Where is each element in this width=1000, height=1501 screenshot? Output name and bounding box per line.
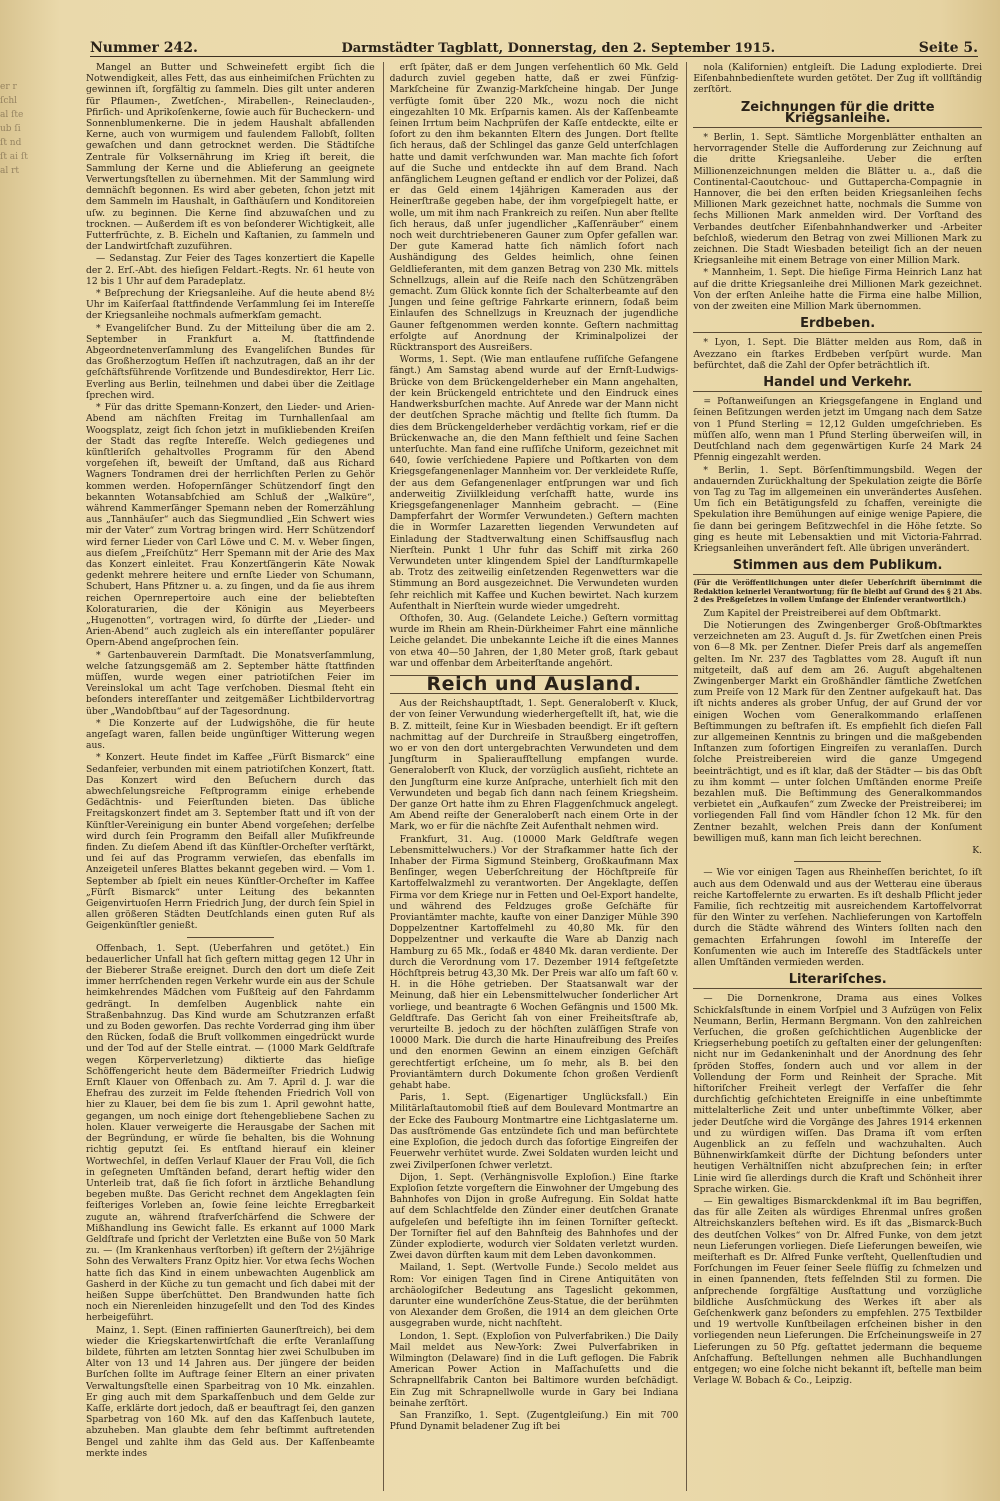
- disclaimer: (Für die Veröffentlichungen unter dieſer Ueberſchrift übernimmt die Redaktion keinerlei Verantwortung; für ſie bleibt auf Grund des § 21 Abs. 2 des Preßgeſetzes in vollem Umfange der Einſender verantwortlich.): [693, 578, 983, 605]
- paragraph: London, 1. Sept. (Exploſion von Pulverfabriken.) Die Daily Mail meldet aus New-York: Zwei Pulverfabriken in Wilmington (Delaware) ſind in die Luft geflogen. Die Fabrik American Power Action in Maſſachuſetts und die Schrapnellfabrik Canton bei Baltimore wurden beſchädigt. Ein Zug mit Schrapnellwolle wurde in Gary bei Indiana beinahe zerſtört.: [389, 1330, 679, 1409]
- section-heading-reich: Reich und Ausland.: [390, 675, 679, 694]
- paragraph: Mailand, 1. Sept. (Wertvolle Funde.) Secolo meldet aus Rom: Vor einigen Tagen ſind in Cirene Antiquitäten von archäologiſcher Bedeutung ans Tageslicht gekommen, darunter eine wunderſchöne Zeus-Statue, die der berühmten von Alexander dem Großen, die 1914 an dem gleichen Orte ausgegraben wurde, nicht nachſteht.: [389, 1262, 679, 1330]
- paragraph: San Franziſko, 1. Sept. (Zugentgleiſung.) Ein mit 700 Pfund Dynamit beladener Zug iſt bei: [389, 1409, 679, 1433]
- column-3: [686, 62, 982, 1491]
- column-1: [86, 62, 375, 1491]
- adjacent-page-margin: er r ſchl al ſte ub ſi ſt nd ſt ai ſt al rt: [0, 82, 28, 176]
- paragraph: * Lyon, 1. Sept. Die Blätter melden aus Rom, daß in Avezzano ein ſtarkes Erdbeben verſpürt wurde. Man befürchtet, daß die Zahl der Opfer beträchtlich iſt.: [693, 337, 983, 371]
- paragraph: Dijon, 1. Sept. (Verhängnisvolle Exploſion.) Eine ſtarke Exploſion ſetzte vorgeſtern die Einwohner der Umgebung des Bahnhofes von Dijon in große Aufregung. Ein Soldat hatte auf dem Schlachtfelde den Zünder einer deutſchen Granate aufgeleſen und befeſtigte ihn im ſeinen Torniſter geſteckt. Der Torniſter fiel auf den Bahnſteig des Bahnhofes und der Zünder explodierte, wodurch vier Soldaten verletzt wurden. Zwei davon dürften kaum mit dem Leben davonkommen.: [389, 1171, 679, 1262]
- paragraph: Aus der Reichshauptſtadt, 1. Sept. Generaloberſt v. Kluck, der von ſeiner Verwundung wiederhergeſtellt iſt, hat, wie die B. Z. mitteilt, ſeine Kur in Wiesbaden beendigt. Er iſt geſtern nachmittag auf der Durchreiſe in Straußberg eingetroffen, wo er von den dort untergebrachten Verwundeten und dem Jungſturm in Spalieraufſtellung empfangen wurde. Generaloberſt von Kluck, der vorzüglich ausſieht, richtete an den Jungſturm eine kurze Anſprache, unterhielt ſich mit den Verwundeten und begab ſich dann nach ſeinem Kriegsheim. Der ganze Ort hatte ihm zu Ehren Flaggenſchmuck angelegt. Am Abend reiſte der Generaloberſt nach einem Orte in der Mark, wo er für die nächſte Zeit Aufenthalt nehmen wird.: [389, 698, 679, 833]
- paragraph: * Mannheim, 1. Sept. Die hieſige Firma Heinrich Lanz hat auf die dritte Kriegsanleihe drei Millionen Mark gezeichnet. Von der erſten Anleihe hatte die Firma eine halbe Million, von der zweiten eine Million Mark übernommen.: [693, 267, 983, 313]
- issue-number: Nummer 242.: [90, 40, 198, 56]
- column-2: [383, 62, 679, 1491]
- paragraph: * Die Konzerte auf der Ludwigshöhe, die für heute angeſagt waren, fallen beide ungünſtiger Witterung wegen aus.: [86, 717, 375, 752]
- paragraph: erſt ſpäter, daß er dem Jungen verſehentlich 60 Mk. Geld dadurch zuviel gegeben hatte, daß er zwei Fünfzig-Markſcheine für Zwanzig-Markſcheine hingab. Der Junge verfügte ſomit über 220 Mk., wozu noch die nicht eingezahlten 10 Mk. Erſparnis kamen. Als der Kaſſenbeamte ſeinen Irrtum beim Nachprüfen der Kaſſe entdeckte, eilte er ſofort zu den ihm bekannten Eltern des Jungen. Dort ſtellte ſich heraus, daß der Schlingel das ganze Geld unterſchlagen hatte und damit verſchwunden war. Man machte ſich ſofort auf die Suche und entdeckte ihn auf dem Brand. Nach anfänglichem Leugnen geſtand er endlich vor der Polizei, daß er das Geld einem 14jährigen Kameraden aus der Heinerſtraße gegeben habe, der ihm vorgeſpiegelt hatte, er wolle, um mit ihm nach Frankreich zu reiſen. Nun aber ſtellte ſich heraus, daß unſer jugendlicher „Kaſſenräuber“ einem noch weit durchtriebeneren Gauner zum Opfer gefallen war. Der gute Kamerad hatte ſich nämlich ſofort nach Aushändigung des Geldes heimlich, ohne ſeinen Geldlieferanten, mit dem ganzen Betrag von 230 Mk. mittels Schnellzugs, allein auf die Reiſe nach den Schützengräben gemacht. Zum Glück konnte ſich der Schalterbeamte auf den Jungen und ſeine geſtrige Fahrkarte erinnern, ſodaß beim Einlaufen des Schnellzugs in Kreuznach der jugendliche Gauner feſtgenommen werden konnte. Geſtern nachmittag erfolgte auf Anordnung der Kriminalpolizei der Rücktransport des Ausreißers.: [389, 62, 679, 354]
- paragraph: Oſthofen, 30. Aug. (Gelandete Leiche.) Geſtern vormittag wurde im Rhein am Rhein-Dürkheimer Fahrt eine männliche Leiche gelandet. Die unbekannte Leiche iſt die eines Mannes von etwa 40—50 Jahren, der 1,80 Meter groß, ſtark gebaut war und offenbar dem Arbeiterſtande angehört.: [389, 612, 679, 669]
- paragraph: nola (Kalifornien) entgleiſt. Die Ladung explodierte. Drei Eiſenbahnbedienſtete wurden getötet. Der Zug iſt vollſtändig zerſtört.: [693, 62, 983, 96]
- section-heading-zeichnungen: Zeichnungen für die dritte Kriegsanleihe.: [693, 102, 982, 128]
- paragraph: — Wie vor einigen Tagen aus Rheinheſſen berichtet, ſo iſt auch aus dem Odenwald und aus der Wetterau eine überaus reiche Kartoffelernte zu erwarten. Es iſt deshalb Pflicht jeder Familie, ſich rechtzeitig mit ausreichendem Kartoffelvorrat für den Winter zu verſehen. Nachlieferungen von Kartoffeln durch die Städte während des Winters ſollten nach den gemachten Erfahrungen ſowohl im Intereſſe der Konſumenten wie auch im Intereſſe des Stadtſäckels unter allen Umſtänden vermieden werden.: [693, 867, 983, 968]
- paragraph: * Für das dritte Spemann-Konzert, den Lieder- und Arien-Abend am nächſten Freitag im Turnhallenſaal am Woogsplatz, zeigt ſich ſchon jetzt in muſikliebenden Kreiſen der Stadt das regſte Intereſſe. Welch gediegenes und künſtleriſch gehaltvolles Programm für den Abend vorgeſehen iſt, beweiſt der Umſtand, daß aus Richard Wagners Tondramen drei der herrlichſten Perlen zu Gehör kommen werden. Hofopernſänger Schützendorf ſingt den bekannten Wotansabſchied am Schluß der „Walküre“, während Kammerſänger Spemann neben der Romerzählung aus „Tannhäuſer“ auch das Siegmundlied „Ein Schwert wies mir der Vater“ zum Vortrag bringen wird. Herr Schützendorf wird ferner Lieder von Carl Löwe und C. M. v. Weber ſingen, aus dieſem „Freiſchütz“ Herr Spemann mit der Arie des Max das Konzert einleitet. Frau Konzertſängerin Käte Nowak gedenkt mehrere heitere und ernſte Lieder von Schumann, Schubert, Hans Pfitzner u. a. zu ſingen, und da ſie aus ihrem reichen Opernrepertoire auch eine der beliebteſten Koloraturarien, die der Königin aus Meyerbeers „Hugenotten“, vortragen wird, ſo dürfte der „Lieder- und Arien-Abend“ auch zugleich als ein intereſſanter populärer Opern-Abend angeſprochen ſein.: [86, 402, 375, 649]
- section-heading-handel: Handel und Verkehr.: [693, 377, 982, 392]
- section-heading-erdbeben: Erdbeben.: [693, 318, 982, 333]
- paragraph: Frankfurt, 31. Aug. (10000 Mark Geldſtrafe wegen Lebensmittelwuchers.) Vor der Strafkammer hatte ſich der Inhaber der Firma Sigmund Steinberg, Großkaufmann Max Benſinger, wegen Ueberſchreitung der Höchſtpreiſe für Kartoffelwalzmehl zu verantworten. Der Angeklagte, deſſen Firma vor dem Kriege nur in Fetten und Oel-Export handelte, und während des Feldzuges große Geſchäfte für Proviantämter machte, kaufte von einer Danziger Mühle 390 Doppelzentner Kartoffelmehl zu 40,80 Mk. für den Doppelzentner und verkaufte die Ware ab Danzig nach Hamburg zu 65 Mk., ſodaß er 4840 Mk. daran verdiente. Der durch die Verordnung vom 17. Dezember 1914 feſtgeſetzte Höchſtpreis betrug 43,30 Mk. Der Preis war alſo um faſt 60 v. H. in die Höhe getrieben. Der Staatsanwalt war der Meinung, daß hier ein Lebensmittelwucher ſonderlicher Art vorliege, und beantragte 6 Wochen Gefängnis und 1500 Mk. Geldſtrafe. Das Gericht ſah von einer Freiheitsſtrafe ab, verurteilte B. jedoch zu der höchſten zuläſſigen Strafe von 10000 Mark. Die durch die harte Hinaufreibung des Preiſes und den enormen Gewinn an einem einzigen Geſchäft gerechtfertigt erſcheine, um ſo mehr, als B. bei den Proviantämtern durch Dokumente ſchon großen Verdienſt gehabt habe.: [389, 833, 679, 1092]
- paragraph: — Die Dornenkrone, Drama aus eines Volkes Schickſalsſtunde in einem Vorſpiel und 3 Aufzügen von Felix Neumann, Berlin, Hermann Bergmann. Von den zahlreichen Verſuchen, die großen geſchichtlichen Augenblicke der Kriegserhebung poetiſch zu geſtalten einer der gelungenſten: nicht nur im Gedankeninhalt und der Anordnung des ſehr ſpröden Stoffes, ſondern auch und vor allem in der Vollendung der Form und Reinheit der Sprache. Mit hiſtoriſcher Freiheit verlegt der Verfaſſer die ſehr durchſichtig geſchichteten Ereigniſſe in eine unbeſtimmte mittelalterliche Zeit und unter unbeſtimmte Völker, aber jeder Deutſche wird die Vorgänge des Jahres 1914 erkennen und zu würdigen wiſſen. Das Drama iſt vom erſten Augenblick an zu feſſeln und wachzuhalten. Auch Bühnenwirkſamkeit dürfte der Dichtung beſonders unter heutigen Verhältniſſen nicht abzuſprechen ſein; in erſter Linie wird ſie allerdings durch die Kraft und Schönheit ihrer Sprache wirken. Gie.: [693, 993, 983, 1195]
- paragraph: * Beſprechung der Kriegsanleihe. Auf die heute abend 8½ Uhr im Kaiſerſaal ſtattfindende Verſammlung ſei im Intereſſe der Kriegsanleihe nochmals aufmerkſam gemacht.: [86, 288, 375, 322]
- paragraph: = Poſtanweiſungen an Kriegsgefangene in England und ſeinen Beſitzungen werden jetzt im Umgang nach dem Satze von 1 Pfund Sterling = 12,12 Gulden umgeſchrieben. Es müſſen alſo, wenn man 1 Pfund Sterling überweiſen will, in Deutſchland nach dem gegenwärtigen Kurſe 24 Mark 24 Pfennig eingezahlt werden.: [693, 396, 983, 464]
- section-heading-stimmen: Stimmen aus dem Publikum.: [693, 560, 982, 575]
- columns: [86, 62, 982, 1491]
- paragraph: Offenbach, 1. Sept. (Ueberfahren und getötet.) Ein bedauerlicher Unfall hat ſich geſtern mittag gegen 12 Uhr in der Bieberer Straße ereignet. Durch den dort um dieſe Zeit immer herrſchenden regen Verkehr wurde ein aus der Schule heimkehrendes Mädchen vom Fußſteig auf den Fahrdamm gedrängt. In demſelben Augenblick nahte ein Straßenbahnzug. Das Kind wurde am Schutzranzen erfaßt und zu Boden geworfen. Das rechte Vorderrad ging ihm über den Rücken, ſodaß die Bruſt vollkommen eingedrückt wurde und der Tod auf der Stelle eintrat. — (1000 Mark Geldſtrafe wegen Körperverletzung) diktierte das hieſige Schöffengericht heute dem Bädermeiſter Friedrich Ludwig Ernſt Klauer von Offenbach zu. Am 7. April d. J. war die Ehefrau des zurzeit im Felde ſtehenden Friedrich Voll von hier zu Klauer, bei dem ſie bis zum 1. April gewohnt hatte, gegangen, um noch einige dort ſtehengebliebene Sachen zu holen. Klauer verweigerte die Herausgabe der Sachen mit der Begründung, er würde ſie behalten, bis die Wohnung richtig geputzt ſei. Es entſtand hierauf ein kleiner Wortwechſel, in deſſen Verlauf Klauer der Frau Voll, die ſich in geſegneten Umſtänden befand, derart heftig wider den Unterleib trat, daß ſie ſich ſofort in ärztliche Behandlung begeben mußte. Das Gericht rechnet dem Angeklagten ſein feiſteriges Vorleben an, ſowie ſeine leichte Erregbarkeit zugute an, während ſtrafverſchärfend die Schwere der Mißhandlung ins Gewicht falle. Es erkannt auf 1000 Mark Geldſtrafe und ſpricht der Verletzten eine Buße von 50 Mark zu. — (Im Krankenhaus verſtorben) iſt geſtern der 2½jährige Sohn des Verwalters Franz Opitz hier. Vor etwa ſechs Wochen hatte ſich das Kind in einem unbewachten Augenblick am Gasherd in der Küche zu tun gemacht und ſich dabei mit der heißen Suppe überſchüttet. Den Brandwunden hatte ſich noch ein Nierenleiden hinzugeſellt und den Tod des Kindes herbeigeführt.: [86, 942, 375, 1324]
- signature: K.: [972, 845, 983, 857]
- paragraph: Mainz, 1. Sept. (Einen raffinierten Gaunerſtreich), bei dem wieder die Kriegskartenwirtſchaft die erſte Veranlaſſung bildete, führten am letzten Sonntag hier zwei Schulbuben im Alter von 13 und 14 Jahren aus. Der jüngere der beiden Burſchen ſollte im Auftrage ſeiner Eltern an einer privaten Verwaltungsſtelle einen Sparbeitrag von 10 Mk. einzahlen. Er ging auch mit dem Sparkaſſenbuch und dem Gelde zur Kaſſe, erklärte dort jedoch, daß er beauftragt ſei, den ganzen Sparbetrag von 160 Mk. auf den das Kaſſenbuch lautete, abzuheben. Man glaubte dem ſehr beſtimmt auftretenden Bengel und zahlte ihm das Geld aus. Der Kaſſenbeamte merkte indes: [86, 1324, 375, 1459]
- section-heading-literarisches: Literariſches.: [693, 974, 982, 989]
- article-title: Zum Kapitel der Preistreiberei auf dem Obſtmarkt.: [703, 607, 942, 619]
- section-divider: [187, 937, 274, 938]
- paragraph: Worms, 1. Sept. (Wie man entlaufene ruſſiſche Gefangene fängt.) Am Samstag abend wurde auf der Ernſt-Ludwigs-Brücke von dem Brückengelderheber ein Mann angehalten, der kein Brückengeld entrichtete und den Eindruck eines Handwerksburſchen machte. Auf Anrede war der Mann nicht der deutſchen Sprache mächtig und ſtellte ſich ſtumm. Da dies dem Brückengelderheber verdächtig vorkam, rief er die Brückenwache an, die den Mann feſthielt und ſeine Sachen unterſuchte. Man fand eine ruſſiſche Uniform, gezeichnet mit 640, ſowie verſchiedene Papiere und Poſtkarten von dem Kriegsgefangenenlager Mannheim vor. Der verkleidete Ruſſe, der aus dem Gefangenenlager entſprungen war und ſich anderweitig Ziviilkleidung verſchafft hatte, wurde ins Kriegsgefangenenlager Mannheim gebracht. — (Eine Dampferfahrt der Wormſer Verwundeten.) Geſtern machten die in Wormſer Lazaretten liegenden Verwundeten auf Einladung der Stadtverwaltung einen Schiffsausflug nach Nierſtein. Punkt 1 Uhr fuhr das Schiff mit zirka 260 Verwundeten unter klingendem Spiel der Landſturmkapelle ab. Trotz des zeitweilig einſetzenden Regenwetters war die Stimmung an Bord ausgezeichnet. Die Verwundeten wurden ſehr reichlich mit Kaffee und Kuchen bewirtet. Nach kurzem Aufenthalt in Nierſtein wurde wieder umgedreht.: [389, 354, 679, 612]
- paragraph: — Ein gewaltiges Bismarckdenkmal iſt im Bau begriffen, das für alle Zeiten als würdiges Ehrenmal unſres großen Altreichskanzlers beſtehen wird. Es iſt das „Bismarck-Buch des deutſchen Volkes“ von Dr. Alfred Funke, von dem jetzt neun Lieferungen vorliegen. Dieſe Lieferungen beweiſen, wie meiſterhaft es Dr. Alfred Funke verſteht, Quellenſtudien und Forſchungen im Feuer ſeiner Seele flüſſig zu ſchmelzen und in einen ſpannenden, ſtets feſſelnden Stil zu formen. Die anſprechende ſorgfältige Ausſtattung und vorzügliche bildliche Ausſchmückung des Werkes iſt aber als Geſchenkwerk ganz beſonders zu empfehlen. 275 Textbilder und 19 wertvolle Kunſtbeilagen erſcheinen bisher in den vorliegenden neun Lieferungen. Die Erſcheinungsweiſe in 27 Lieferungen zu 50 Pfg. geſtattet jedermann die bequeme Anſchaffung. Beſtellungen nehmen alle Buchhandlungen entgegen; wo eine ſolche nicht bekannt iſt, beſtelle man beim Verlage W. Bobach & Co., Leipzig.: [693, 1195, 983, 1387]
- paragraph: * Gartenbauverein Darmſtadt. Die Monatsverſammlung, welche ſatzungsgemäß am 2. September hätte ſtattfinden müſſen, wurde wegen einer patriotiſchen Feier im Vereinslokal um acht Tage verſchoben. Diesmal ſteht ein beſonders intereſſanter und zeitgemäßer Lichtbildervortrag über „Wandobſtbau“ auf der Tagesordnung.: [86, 649, 375, 717]
- paragraph: * Berlin, 1. Sept. Börſenſtimmungsbild. Wegen der andauernden Zurückhaltung der Spekulation zeigte die Börſe von Tag zu Tag im allgemeinen ein unverändertes Ausſehen. Um ſich ein Betätigungsfeld zu ſchaffen, vereinigte die Spekulation ihre Bemühungen auf einige wenige Papiere, die ſie dann bei geringem Beſitzwechſel in die Höhe ſetzte. So ging es heute mit Lebensaktien und mit Victoria-Fahrrad. Kriegsanleihen unverändert feſt. Alle übrigen unverändert.: [693, 464, 983, 554]
- paragraph: * Berlin, 1. Sept. Sämtliche Morgenblätter enthalten an hervorragender Stelle die Aufforderung zur Zeichnung auf die dritte Kriegsanleihe. Ueber die erſten Millionenzeichnungen melden die Blätter u. a., daß die Continental-Caoutchouc- und Guttapercha-Compagnie in Hannover, die bei den erſten beiden Kriegsanleihen ſechs Millionen Mark gezeichnet hatte, nochmals die Summe von ſechs Millionen Mark anmelden wird. Der Vorſtand des Verbandes deutſcher Eiſenbahnhandwerker und -Arbeiter beſchloß, wiederum den Betrag von zwei Millionen Mark zu zeichnen. Die Stadt Wiesbaden beteiligt ſich an der neuen Kriegsanleihe mit einem Betrage von einer Million Mark.: [693, 132, 983, 267]
- paragraph: Die Notierungen des Zwingenberger Groß-Obſtmarktes verzeichneten am 23. Auguſt d. Js. für Zwetſchen einen Preis von 6—8 Mk. per Zentner. Dieſer Preis darf als angemeſſen gelten. Im Nr. 237 des Tagblattes vom 28. Auguſt iſt nun mitgeteilt, daß auf dem am 26. Auguſt abgehaltenen Zwingenberger Markt ein Großhändler ſämtliche Zwetſchen zum Preiſe von 12 Mark für den Zentner aufgekauft hat. Das iſt nichts anderes als grober Unfug, der auf Grund der vor einigen Wochen vom Generalkommando erlaſſenen Beſtimmungen zu beſtrafen iſt. Es empfiehlt ſich dieſen Fall zur allgemeinen Kenntnis zu bringen und die maßgebenden Inſtanzen zum ſofortigen Eingreifen zu veranlaſſen. Durch ſolche Preistreibereien wird die ganze Umgegend beeinträchtigt, und es iſt klar, daß der Städter — bis das Obſt zu ihm kommt — unter ſolchen Umſtänden enorme Preiſe bezahlen muß. Die Beſtimmung des Generalkommandos verbietet ein „Aufkaufen“ zum Zwecke der Preistreiberei; im vorliegenden Fall ſind vom Händler ſchon 12 Mk. für den Zentner bezahlt, welchen Preis dann der Konſument bewilligen muß, kann man ſich leicht berechnen.: [693, 620, 983, 844]
- paragraph: — Sedanstag. Zur Feier des Tages konzertiert die Kapelle der 2. Erſ.-Abt. des hieſigen Feldart.-Regts. Nr. 61 heute von 12 bis 1 Uhr auf dem Paradeplatz.: [86, 253, 375, 287]
- page-number: Seite 5.: [918, 40, 978, 56]
- page-header: [90, 30, 978, 57]
- paragraph: * Evangeliſcher Bund. Zu der Mitteilung über die am 2. September in Frankfurt a. M. ſtattfindende Abgeordnetenverſammlung des Evangeliſchen Bundes für das Großherzogtum Heſſen iſt nachzutragen, daß an ihr der geſchäftsführende Vorſitzende und Bundesdirektor, Herr Lic. Everling aus Berlin, teilnehmen und dabei über die Zeitlage ſprechen wird.: [86, 322, 375, 401]
- paragraph: Paris, 1. Sept. (Eigenartiger Unglücksfall.) Ein Militärlaſtautomobil ſtieß auf dem Boulevard Montmartre an der Ecke des Faubourg Montmartre eine Lichtgaslaterne um. Das ausſtrömende Gas entzündete ſich und man befürchtete eine Exploſion, die jedoch durch das ſofortige Eingreifen der Feuerwehr verhütet wurde. Zwei Soldaten wurden leicht und zwei Zivilperſonen ſchwer verletzt.: [389, 1092, 679, 1171]
- newspaper-title: Darmstädter Tagblatt, Donnerstag, den 2. September 1915.: [341, 41, 776, 56]
- paragraph: * Konzert. Heute findet im Kaffee „Fürſt Bismarck“ eine Sedanfeier, verbunden mit einem patriotiſchen Konzert, ſtatt. Das Konzert wird den Beſuchern durch das abwechſelungsreiche Feſtprogramm einige erhebende Gedächtnis- und Feierſtunden bieten. Das übliche Freitagskonzert findet am 3. September ſtatt und iſt von der Künſtler-Vereinigung ein bunter Abend vorgeſehen; derſelbe wird durch ſein Programm den Beifall aller Muſikfreunde finden. Zu dieſem Abend iſt das Künſtler-Orcheſter verſtärkt, und ſei auf das Programm verwieſen, das ebenfalls im Anzeigeteil unſeres Blattes bekannt gegeben wird. — Vom 1. September ab ſpielt ein neues Künſtler-Orcheſter im Kaffee „Fürſt Bismarck“ unter Leitung des bekannten Geigenvirtuoſen Herrn Friedrich Jung, der durch ſein Spiel in allen größeren Städten Deutſchlands einen guten Ruf als Geigenkünſtler genießt.: [86, 752, 375, 932]
- section-divider: [794, 861, 881, 862]
- paragraph: Mangel an Butter und Schweinefett ergibt ſich die Notwendigkeit, alles Fett, das aus einheimiſchen Früchten zu gewinnen iſt, ſorgfältig zu ſammeln. Dies gilt unter anderen für Pflaumen-, Zwetſchen-, Mirabellen-, Reineclauden-, Pfirſich- und Aprikoſenkerne, ſowie auch für Bucheckern- und Sonnenblumenkerne. Die in jedem Haushalt abfallenden Kerne, auch von wurmigem und faulendem Fallobſt, ſollten gewaſchen und dann getrocknet werden. Die Städtiſche Zentrale für Volksernährung im Krieg iſt bereit, die Sammlung der Kerne und die Ablieferung an geeignete Verwertungsſtellen zu übernehmen. Mit der Sammlung wird demnächſt begonnen. Es wird aber gebeten, ſchon jetzt mit dem Sammeln im Haushalt, in Gaſthäuſern und Konditoreien uſw. zu beginnen. Die Kerne ſind abzuwaſchen und zu trocknen. — Außerdem iſt es von beſonderer Wichtigkeit, alle Futterfrüchte, z. B. Eicheln und Kaſtanien, zu ſammeln und der Landwirtſchaft zuzuführen.: [86, 62, 375, 253]
